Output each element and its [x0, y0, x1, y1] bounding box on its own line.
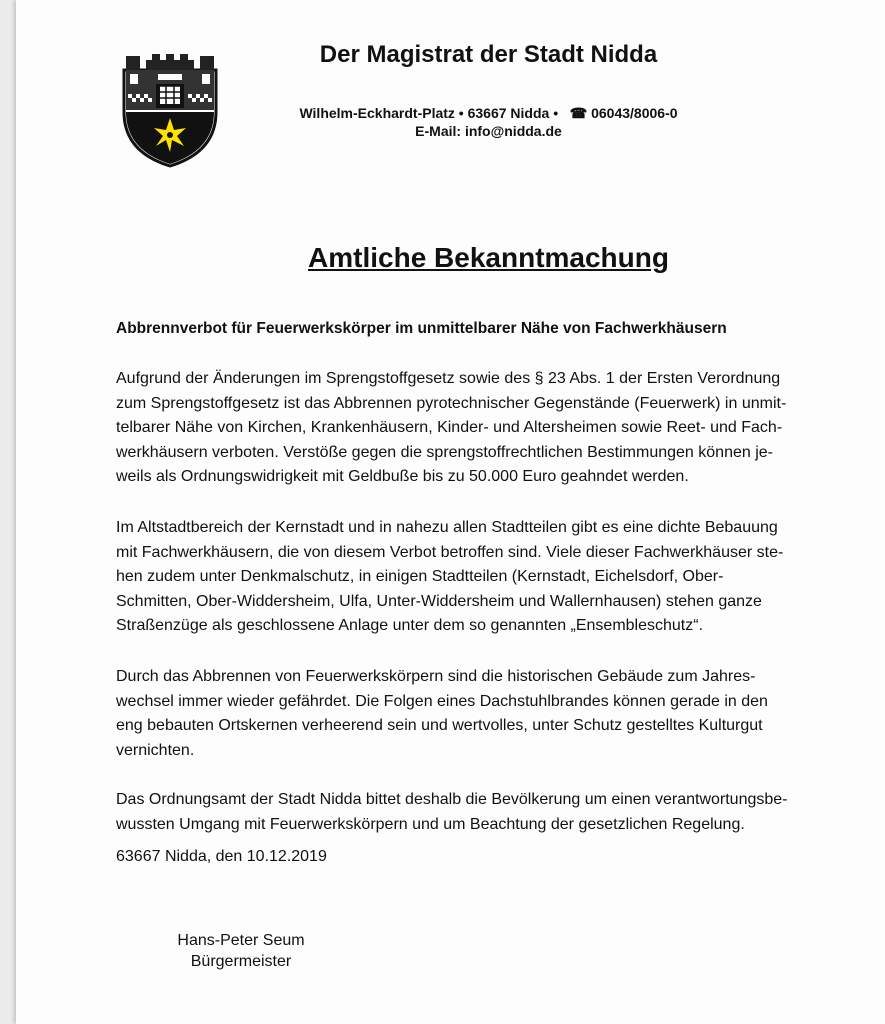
- paragraph-4: [116, 788, 861, 837]
- paragraph-line: vernichten.: [116, 741, 195, 759]
- paragraph-line: Durch das Abbrennen von Feuerwerkskörpern sind die historischen Gebäude zum Jahres-: [116, 668, 756, 685]
- address-line: [216, 104, 761, 122]
- org-name: Der Magistrat der Stadt Nidda: [319, 41, 658, 68]
- paragraph-1: [116, 367, 861, 490]
- paragraph-line: Aufgrund der Änderungen im Sprengstoffgesetz sowie des § 23 Abs. 1 der Ersten Verordnung: [116, 370, 781, 387]
- paragraph-line: eng bebauten Ortskernen verheerend sein und wertvolles, unter Schutz gestelltes Kulturgut: [116, 717, 763, 735]
- address-text: Wilhelm-Eckhardt-Platz • 63667 Nidda •: [299, 105, 559, 121]
- paragraph-line: werkhäusern verboten. Verstöße gegen die sprengstoffrechtlichen Bestimmungen können je-: [116, 443, 773, 461]
- paragraph-2: [116, 516, 861, 639]
- document-page: [16, 0, 885, 1024]
- paragraph-line: weils als Ordnungswidrigkeit mit Geldbuße bis zu 50.000 Euro geahndet werden.: [116, 468, 689, 486]
- paragraph-line: Im Altstadtbereich der Kernstadt und in nahezu allen Stadtteilen gibt es eine dichte Bebauung: [116, 519, 778, 536]
- notice-heading: Amtliche Bekanntmachung: [308, 242, 669, 273]
- paragraph-line: wechsel immer wieder gefährdet. Die Folgen eines Dachstuhlbrandes können gerade in den: [116, 692, 768, 710]
- letterhead-contact: [216, 104, 761, 140]
- signatory-title: Bürgermeister: [190, 953, 292, 970]
- notice-subject: Abbrennverbot für Feuerwerkskörper im unmittelbarer Nähe von Fachwerkhäusern: [116, 320, 727, 337]
- phone-number: 06043/8006-0: [591, 105, 678, 121]
- paragraph-line: wussten Umgang mit Feuerwerkskörpern und um Beachtung der gesetzlichen Regelung.: [116, 815, 745, 833]
- coat-of-arms-icon: [116, 52, 224, 168]
- paragraph-line: mit Fachwerkhäusern, die von diesem Verbot betroffen sind. Viele dieser Fachwerkhäuser ste-: [116, 543, 784, 561]
- paragraph-line: zum Sprengstoffgesetz ist das Abbrennen pyrotechnischer Gegenstände (Feuerwerk) in unmit-: [116, 394, 787, 412]
- phone-icon: ☎: [569, 105, 588, 121]
- paragraph-line: Schmitten, Ober-Widdersheim, Ulfa, Unter-Widdersheim und Wallernhausen) stehen ganze: [116, 592, 762, 610]
- paragraph-line: Das Ordnungsamt der Stadt Nidda bittet deshalb die Bevölkerung um einen verantwortungsbe-: [116, 791, 788, 808]
- dateline: 63667 Nidda, den 10.12.2019: [116, 848, 327, 865]
- paragraph-line: hen zudem unter Denkmalschutz, in einigen Stadtteilen (Kernstadt, Eichelsdorf, Ober-: [116, 568, 724, 586]
- signatory-name: Hans-Peter Seum: [177, 932, 305, 949]
- paragraph-3: [116, 665, 861, 763]
- paragraph-line: telbarer Nähe von Kirchen, Krankenhäusern, Kinder- und Altersheimen sowie Reet- und Fach-: [116, 419, 783, 437]
- signature-block: [161, 930, 321, 972]
- email-line: E-Mail: info@nidda.de: [415, 123, 562, 139]
- paragraph-line: Straßenzüge als geschlossene Anlage unter dem so genannten „Ensembleschutz“.: [116, 617, 704, 635]
